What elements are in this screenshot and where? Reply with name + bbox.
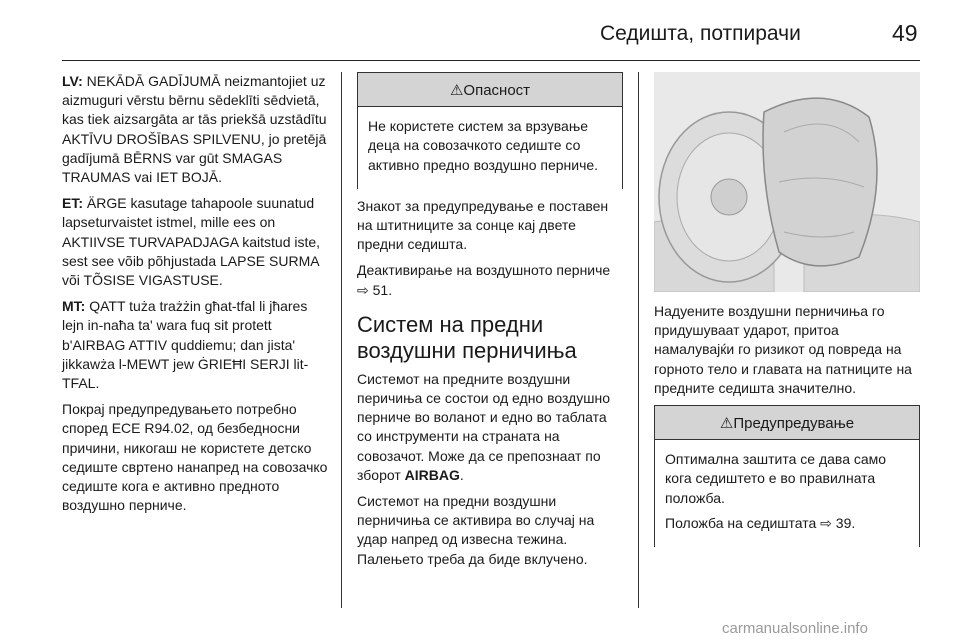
paragraph-activation: Системот на предни воздушни перничиња се активира во случај на удар напред од извесна тежина. Палењето треба да биде вклучено. bbox=[357, 493, 595, 567]
danger-box-text: Не користете систем за врзување деца на совозачкото седиште со активно предно воздушно перниче. bbox=[368, 118, 599, 173]
watermark: carmanualsonline.info bbox=[722, 620, 868, 637]
paragraph-mt: MT: QATT tuża trażżin għat-tfal li jħares lejn in-naħa ta' wara fuq sit protett b'AIRBAG ATTIV quddiemu; dan jista' jikkawża l-MEWT jew ĠRIEĦI SERJI lit-TFAL. bbox=[62, 298, 309, 392]
paragraph-lv: LV: NEKĀDĀ GADĪJUMĀ neizmantojiet uz aizmuguri vērstu bērnu sēdeklīti sēdvietā, kas tiek aizsargāta ar tās priekšā uzstādītu AKTĪVU DROŠĪBAS SPILVENU, jo pretējā gadījumā BĒRNS var gūt SMAGAS TRAUMAS vai IET BOJĀ. bbox=[62, 73, 327, 186]
airbag-caption: Надуените воздушни перничиња го придушуваат ударот, притоа намалувајќи го ризикот од повреда на горното тело и главата на патниците на предните седишта значително. bbox=[654, 303, 912, 396]
caution-box-title: Предупредување bbox=[733, 415, 855, 433]
caution-box-body bbox=[655, 440, 919, 547]
page-number: 49 bbox=[892, 20, 918, 46]
warning-triangle-icon: ⚠ bbox=[719, 415, 734, 433]
section-heading: Систем на предни воздушни перничиња bbox=[357, 311, 577, 363]
paragraph-deactivation: Деактивирање на воздушното перниче ⇨ 51. bbox=[357, 262, 611, 298]
danger-box-title: Опасност bbox=[463, 82, 531, 99]
page-reference-link[interactable]: 39. bbox=[835, 514, 856, 531]
column-middle bbox=[357, 72, 623, 576]
warning-triangle-icon: ⚠ bbox=[449, 82, 464, 99]
caution-box-text: Оптимална заштита се дава само кога седиштето е во правилната положба. bbox=[665, 451, 887, 506]
column-divider bbox=[341, 72, 342, 608]
column-divider bbox=[638, 72, 639, 608]
paragraph-ece-warning: Покрај предупредувањето потребно според ECE R94.02, од безбедносни причини, никогаш не користете детско седиште свртено нанапред на совозачко седиште кога е активно предното воздушно перниче. bbox=[62, 401, 328, 514]
column-right bbox=[654, 72, 920, 555]
danger-box bbox=[357, 72, 623, 189]
paragraph-sun-visor: Знакот за предупредување е поставен на штитниците за сонце кај двете предни седишта. bbox=[357, 197, 609, 253]
arrow-reference-icon: ⇨ bbox=[820, 514, 832, 531]
paragraph-system-description: Системот на предните воздушни перичиња се состои од едно воздушно перниче во воланот и едно во таблата со инструменти на страната на совозачот. Може да се препознаат по зборот AIRBAG. bbox=[357, 370, 611, 483]
caution-box-reference: Положба на седиштата ⇨ 39. bbox=[665, 514, 856, 531]
arrow-reference-icon: ⇨ bbox=[357, 281, 369, 298]
airbag-illustration bbox=[654, 72, 920, 292]
page-header-title: Седишта, потпирачи bbox=[600, 22, 801, 45]
airbag-image-icon bbox=[654, 72, 920, 292]
paragraph-et: ET: ÄRGE kasutage tahapoole suunatud lapseturvaistet istmel, mille ees on AKTIIVSE TURVAPADJAGA kaitstud iste, sest see võib põhjustada LAPSE SURMA või TÕSISE VIGASTUSE. bbox=[62, 195, 321, 289]
caution-box bbox=[654, 405, 920, 547]
caution-box-header bbox=[655, 406, 919, 440]
column-left bbox=[62, 72, 328, 522]
danger-box-header bbox=[358, 73, 622, 107]
page-reference-link[interactable]: 51. bbox=[372, 281, 393, 298]
danger-box-body bbox=[358, 107, 622, 189]
header-divider bbox=[62, 60, 920, 61]
